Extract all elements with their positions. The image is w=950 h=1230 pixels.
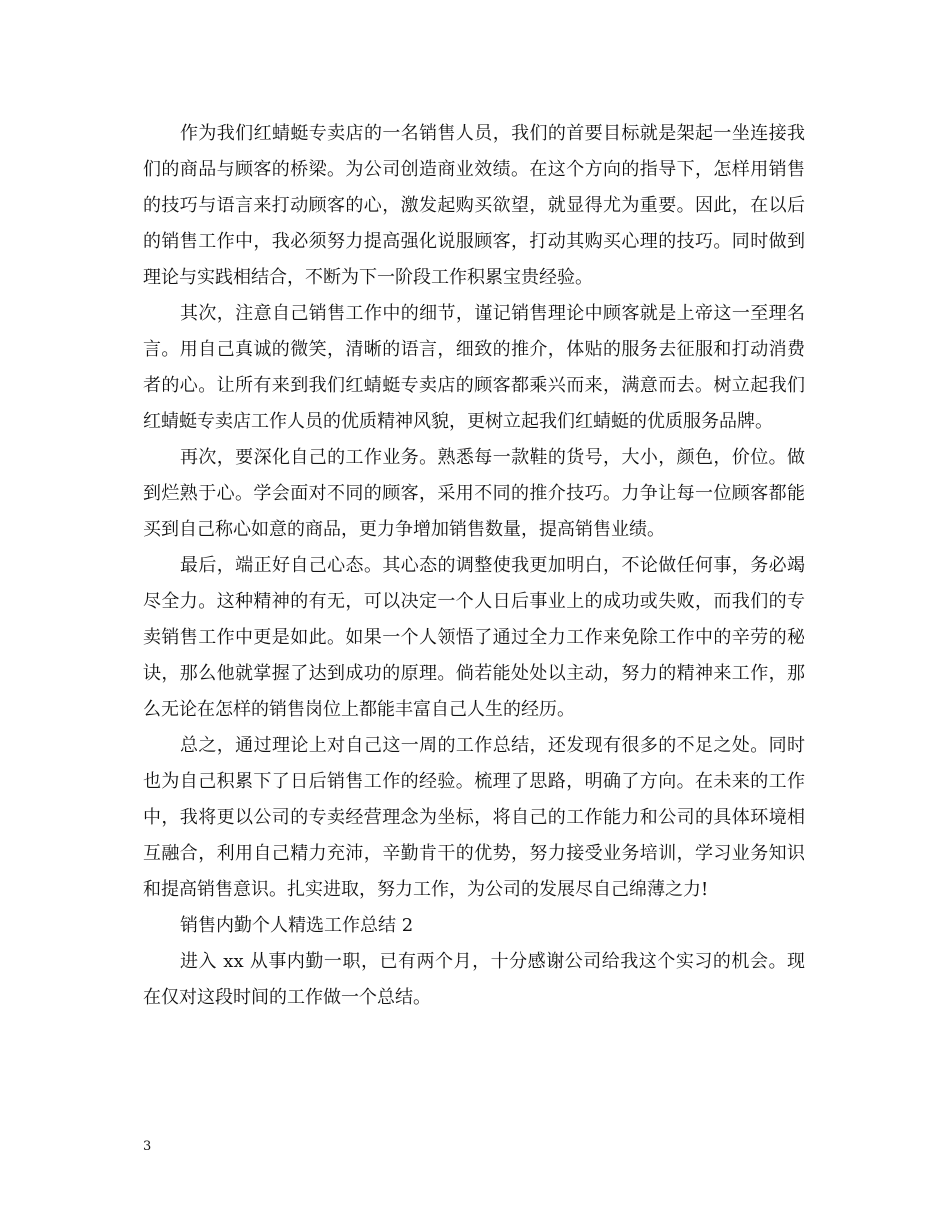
paragraph-sales-goal: 作为我们红蜻蜓专卖店的一名销售人员，我们的首要目标就是架起一坐连接我们的商品与顾客的桥梁。为公司创造商业效绩。在这个方向的指导下，怎样用销售的技巧与语言来打动顾客的心，激发起购买欲望，就显得尤为重要。因此，在以后的销售工作中，我必须努力提高强化说服顾客，打动其购买心理的技巧。同时做到理论与实践相结合，不断为下一阶段工作积累宝贵经验。 <box>143 123 805 288</box>
paragraph-business: 再次，要深化自己的工作业务。熟悉每一款鞋的货号，大小，颜色，价位。做到烂熟于心。学会面对不同的顾客，采用不同的推介技巧。力争让每一位顾客都能买到自己称心如意的商品，更力争增加销售数量，提高销售业绩。 <box>143 447 805 540</box>
paragraph-intro: 进入 xx 从事内勤一职，已有两个月，十分感谢公司给我这个实习的机会。现在仅对这段时间的工作做一个总结。 <box>143 951 805 1008</box>
paragraph-summary: 总之，通过理论上对自己这一周的工作总结，还发现有很多的不足之处。同时也为自己积累下了日后销售工作的经验。梳理了思路，明确了方向。在未来的工作中，我将更以公司的专卖经营理念为坐标，将自己的工作能力和公司的具体环境相互融合，利用自己精力充沛，辛勤肯干的优势，努力接受业务培训，学习业务知识和提高销售意识。扎实进取，努力工作，为公司的发展尽自己绵薄之力! <box>143 735 805 900</box>
paragraph-details: 其次，注意自己销售工作中的细节，谨记销售理论中顾客就是上帝这一至理名言。用自己真诚的微笑，清晰的语言，细致的推介，体贴的服务去征服和打动消费者的心。让所有来到我们红蜻蜓专卖店的顾客都乘兴而来，满意而去。树立起我们红蜻蜓专卖店工作人员的优质精神风貌，更树立起我们红蜻蜓的优质服务品牌。 <box>143 303 805 432</box>
document-body <box>143 116 805 1016</box>
page-number: 3 <box>143 1139 152 1154</box>
section-title: 销售内勤个人精选工作总结 2 <box>180 915 414 936</box>
paragraph-attitude: 最后，端正好自己心态。其心态的调整使我更加明白，不论做任何事，务必竭尽全力。这种精神的有无，可以决定一个人日后事业上的成功或失败，而我们的专卖销售工作中更是如此。如果一个人领悟了通过全力工作来免除工作中的辛劳的秘诀，那么他就掌握了达到成功的原理。倘若能处处以主动，努力的精神来工作，那么无论在怎样的销售岗位上都能丰富自己人生的经历。 <box>143 555 805 720</box>
